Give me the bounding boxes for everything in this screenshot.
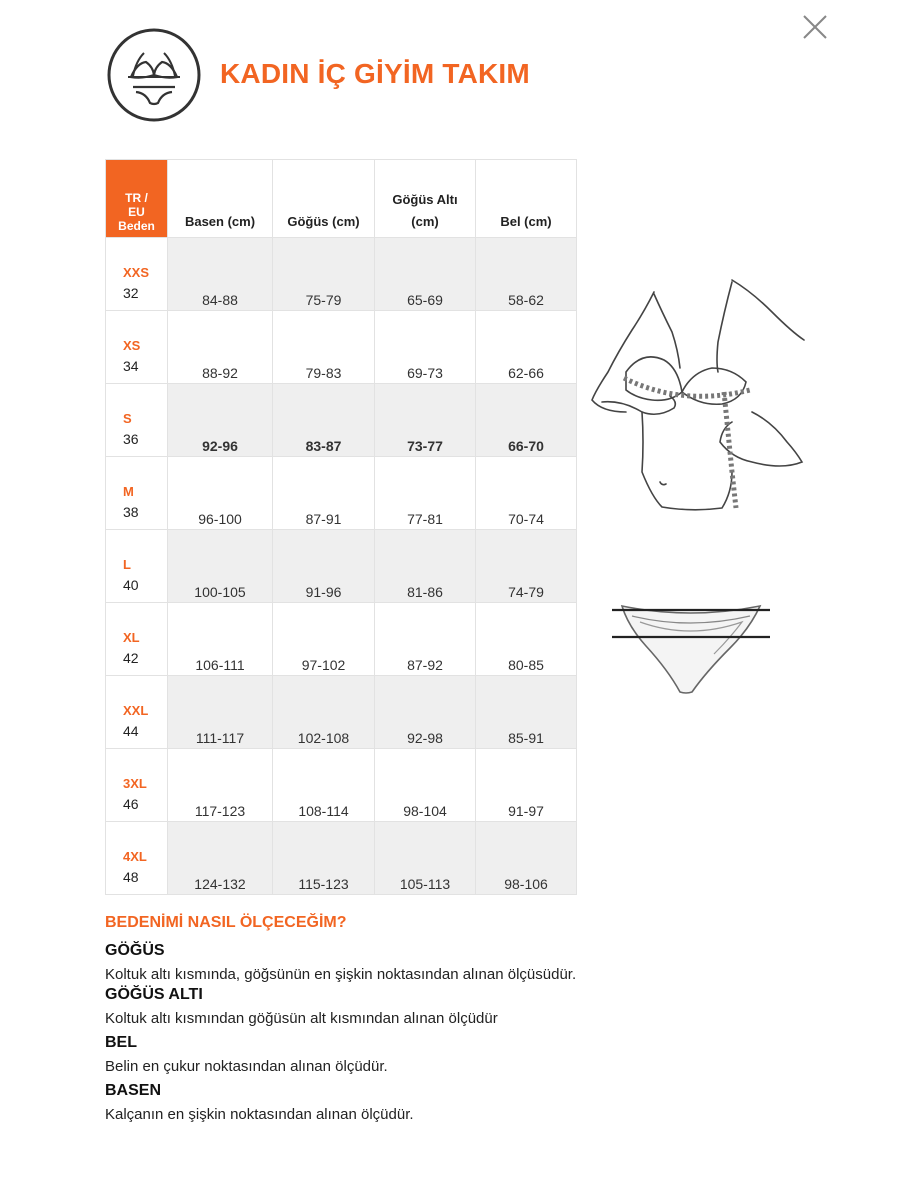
basen-cell: 96-100: [168, 457, 273, 530]
gogus-cell: 91-96: [273, 530, 375, 603]
size-label: XXL: [123, 703, 149, 718]
header-line: Göğüs Altı: [392, 192, 458, 207]
size-number: 46: [123, 796, 139, 812]
gogus-cell: 108-114: [273, 749, 375, 822]
gogus-alti-cell: 77-81: [375, 457, 476, 530]
bel-column-header: Bel (cm): [476, 160, 577, 238]
gogus-cell: 97-102: [273, 603, 375, 676]
corner-line: Beden: [118, 219, 155, 233]
section-text: Kalçanın en şişkin noktasından alınan ölçüdür.: [105, 1106, 414, 1123]
size-number: 42: [123, 650, 139, 666]
table-row: [106, 603, 577, 676]
gogus-column-header: Göğüs (cm): [273, 160, 375, 238]
gogus-alti-cell: 65-69: [375, 238, 476, 311]
bel-cell: 91-97: [476, 749, 577, 822]
size-number: 32: [123, 285, 139, 301]
gogus-alti-cell: 73-77: [375, 384, 476, 457]
gogus-alti-cell: 105-113: [375, 822, 476, 895]
section-heading: BEL: [105, 1034, 137, 1051]
bra-measurement-drawing: [582, 272, 810, 522]
basen-cell: 88-92: [168, 311, 273, 384]
gogus-cell: 115-123: [273, 822, 375, 895]
table-row: [106, 530, 577, 603]
size-number: 40: [123, 577, 139, 593]
gogus-alti-cell: 69-73: [375, 311, 476, 384]
gogus-cell: 87-91: [273, 457, 375, 530]
bel-cell: 85-91: [476, 676, 577, 749]
bel-cell: 62-66: [476, 311, 577, 384]
basen-cell: 100-105: [168, 530, 273, 603]
size-cell: [106, 749, 168, 822]
size-label: 4XL: [123, 849, 147, 864]
size-number: 36: [123, 431, 139, 447]
size-label: 3XL: [123, 776, 147, 791]
gogus-alti-cell: 92-98: [375, 676, 476, 749]
size-cell: [106, 238, 168, 311]
size-label: XL: [123, 630, 140, 645]
size-number: 38: [123, 504, 139, 520]
bel-cell: 74-79: [476, 530, 577, 603]
logo: [106, 27, 202, 123]
gogus-cell: 102-108: [273, 676, 375, 749]
table-row: [106, 676, 577, 749]
guide-section-gogus: [105, 942, 576, 983]
panty-measurement-illustration: [610, 598, 774, 700]
gogus-cell: 75-79: [273, 238, 375, 311]
bel-cell: 70-74: [476, 457, 577, 530]
guide-section-bel: [105, 1034, 388, 1075]
section-text: Belin en çukur noktasından alınan ölçüdür.: [105, 1058, 388, 1075]
gogus-cell: 79-83: [273, 311, 375, 384]
size-number: 34: [123, 358, 139, 374]
basen-column-header: Basen (cm): [168, 160, 273, 238]
table-row: [106, 822, 577, 895]
table-row: [106, 311, 577, 384]
size-label: M: [123, 484, 134, 499]
header-line: (cm): [411, 214, 439, 229]
basen-cell: 106-111: [168, 603, 273, 676]
size-label: XS: [123, 338, 141, 353]
corner-line: TR /: [125, 191, 148, 205]
table-row: [106, 238, 577, 311]
size-chart-table: [105, 159, 577, 895]
section-text: Koltuk altı kısmından göğüsün alt kısmından alınan ölçüdür: [105, 1010, 498, 1027]
size-cell: [106, 457, 168, 530]
section-heading: BASEN: [105, 1082, 162, 1099]
bra-measurement-illustration: [582, 272, 810, 522]
size-label: XXS: [123, 265, 150, 280]
basen-cell: 124-132: [168, 822, 273, 895]
basen-cell: 111-117: [168, 676, 273, 749]
size-cell: [106, 530, 168, 603]
corner-line: EU: [128, 205, 145, 219]
section-text: Koltuk altı kısmında, göğsünün en şişkin noktasından alınan ölçüsüdür.: [105, 966, 577, 983]
how-to-measure-title: BEDENİMİ NASIL ÖLÇECEĞİM?: [105, 914, 347, 931]
size-number: 44: [123, 723, 139, 739]
panty-measurement-drawing: [610, 598, 774, 700]
section-heading: GÖĞÜS: [105, 942, 165, 959]
basen-cell: 117-123: [168, 749, 273, 822]
size-cell: [106, 676, 168, 749]
close-icon[interactable]: [800, 12, 830, 42]
bel-cell: 66-70: [476, 384, 577, 457]
bel-cell: 58-62: [476, 238, 577, 311]
size-label: L: [123, 557, 131, 572]
size-number: 48: [123, 869, 139, 885]
bel-cell: 98-106: [476, 822, 577, 895]
basen-cell: 92-96: [168, 384, 273, 457]
size-cell: [106, 822, 168, 895]
table-row: [106, 749, 577, 822]
table-row: [106, 384, 577, 457]
guide-section-gogus-alti: [105, 986, 498, 1027]
guide-section-basen: [105, 1082, 414, 1123]
section-heading: GÖĞÜS ALTI: [105, 986, 203, 1003]
basen-cell: 84-88: [168, 238, 273, 311]
gogus-alti-cell: 81-86: [375, 530, 476, 603]
page-title: KADIN İÇ GİYİM TAKIM: [220, 58, 530, 89]
size-cell: [106, 603, 168, 676]
close-button[interactable]: [800, 12, 830, 42]
table-row: [106, 457, 577, 530]
bel-cell: 80-85: [476, 603, 577, 676]
size-cell: [106, 384, 168, 457]
table-header-row: [106, 160, 577, 238]
gogus-alti-cell: 98-104: [375, 749, 476, 822]
size-column-header: [106, 160, 168, 238]
size-cell: [106, 311, 168, 384]
gogus-alti-cell: 87-92: [375, 603, 476, 676]
gogus-cell: 83-87: [273, 384, 375, 457]
gogus-alti-column-header: [375, 160, 476, 238]
size-label: S: [123, 411, 132, 426]
lingerie-set-icon: [106, 27, 202, 123]
